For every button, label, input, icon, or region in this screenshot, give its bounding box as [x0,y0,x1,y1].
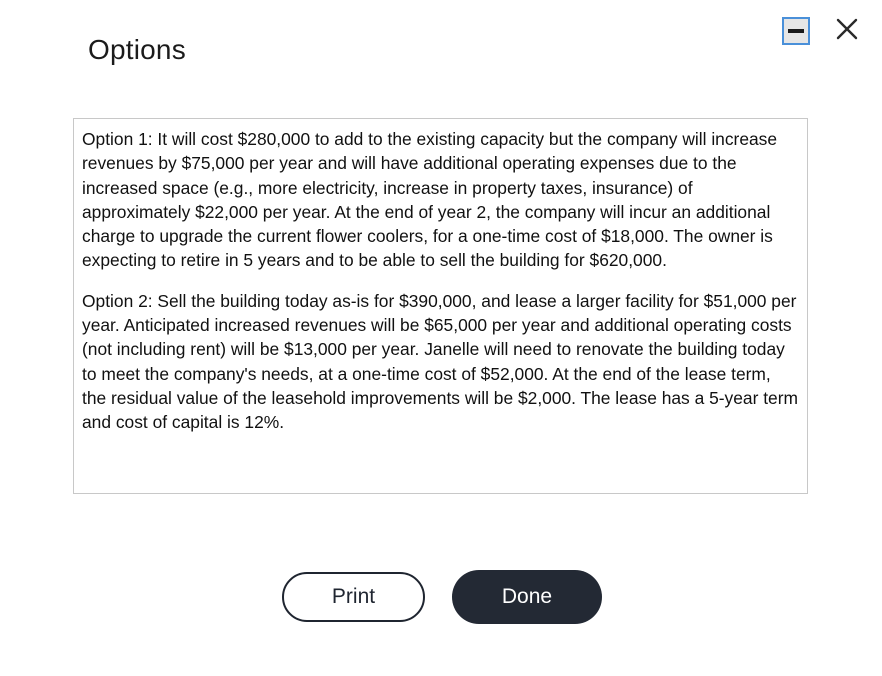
minimize-icon [788,29,804,33]
option-2-text: Option 2: Sell the building today as-is for $390,000, and lease a larger facility for $51,000 per year. Anticipated increased revenues will be $65,000 per year and additional operating costs (not including rent) will be $13,000 per year. Janelle will need to renovate the building today to meet the company's needs, at a one-time cost of $52,000. At the end of the lease term, the residual value of the leasehold improvements will be $2,000. The lease has a 5-year term and cost of capital is 12%. [82,290,798,433]
options-content-box [73,118,808,494]
close-button[interactable] [834,16,860,42]
close-icon [834,16,860,42]
dialog-title: Options [88,34,186,65]
done-button[interactable]: Done [452,570,602,624]
minimize-button[interactable] [782,17,810,45]
print-button[interactable]: Print [282,572,425,622]
option-1-text: Option 1: It will cost $280,000 to add to the existing capacity but the company will increase revenues by $75,000 per year and will have additional operating expenses due to the increased space (e.g., more electricity, increase in property taxes, insurance) of approximately $22,000 per year. At the end of year 2, the company will incur an additional charge to upgrade the current flower coolers, for a one-time cost of $18,000. The owner is expecting to retire in 5 years and to be able to sell the building for $620,000. [82,129,778,271]
